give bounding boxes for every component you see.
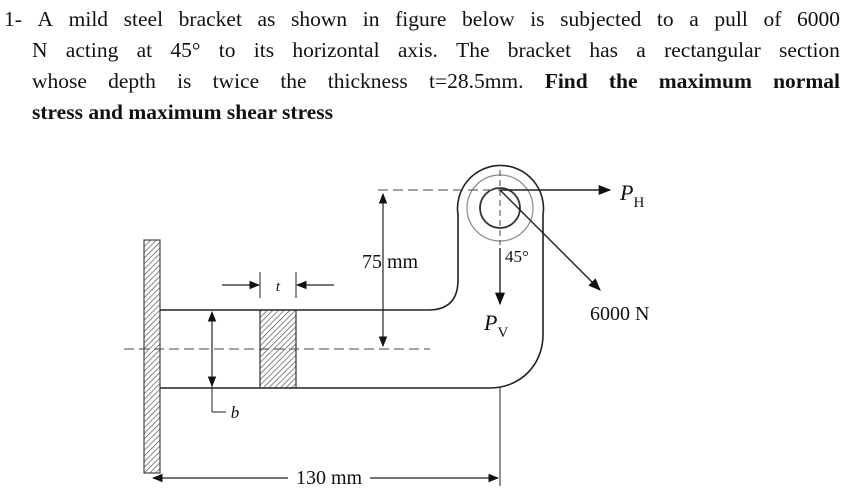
word: thickness	[327, 69, 408, 93]
word: twice	[212, 69, 260, 93]
word: the	[608, 69, 638, 93]
word: N	[32, 38, 48, 62]
pv-label: $P_V$	[484, 310, 509, 341]
word: a	[689, 7, 699, 31]
word: bracket	[178, 7, 242, 31]
word: pull	[714, 7, 748, 31]
word: rectangular	[664, 38, 761, 62]
word: mild	[68, 7, 109, 31]
word: depth	[108, 69, 156, 93]
word: in	[362, 7, 380, 31]
word: at	[136, 38, 153, 62]
word: to	[656, 7, 674, 31]
dim-75-label: 75 mm	[361, 251, 419, 273]
word: horizontal	[292, 38, 380, 62]
word: The	[456, 38, 490, 62]
word: a	[636, 38, 646, 62]
bracket-outline	[160, 165, 544, 388]
problem-number: 1-	[4, 7, 22, 31]
word: t=28.5mm.	[428, 69, 524, 93]
dim-130-label: 130 mm	[295, 467, 363, 489]
word: below	[462, 7, 515, 31]
word: whose	[32, 69, 87, 93]
word: 45°	[170, 38, 201, 62]
word: as	[257, 7, 276, 31]
word: bracket	[507, 38, 572, 62]
word: maximum	[658, 69, 752, 93]
word: is	[530, 7, 545, 31]
word: section	[779, 38, 840, 62]
word: Find	[544, 69, 588, 93]
word: steel	[123, 7, 164, 31]
word: the	[280, 69, 307, 93]
force-label: 6000 N	[590, 303, 650, 325]
problem-line-4: stress and maximum shear stress	[32, 100, 334, 124]
word: has	[589, 38, 618, 62]
ph-label: $P_H$	[620, 180, 645, 211]
word: normal	[773, 69, 840, 93]
wall-support	[144, 240, 160, 473]
force-arrow	[500, 190, 600, 290]
word: is	[177, 69, 192, 93]
cross-section	[260, 310, 296, 388]
thickness-label: t	[275, 279, 281, 295]
word: acting	[65, 38, 119, 62]
word: A	[37, 7, 54, 31]
depth-label: b	[230, 403, 240, 422]
word: 6000	[796, 7, 840, 31]
word: subjected	[560, 7, 642, 31]
word: figure	[395, 7, 447, 31]
angle-label: 45°	[505, 247, 529, 266]
word: axis.	[397, 38, 438, 62]
word: its	[253, 38, 275, 62]
word: to	[218, 38, 236, 62]
word: shown	[291, 7, 348, 31]
word: of	[763, 7, 782, 31]
